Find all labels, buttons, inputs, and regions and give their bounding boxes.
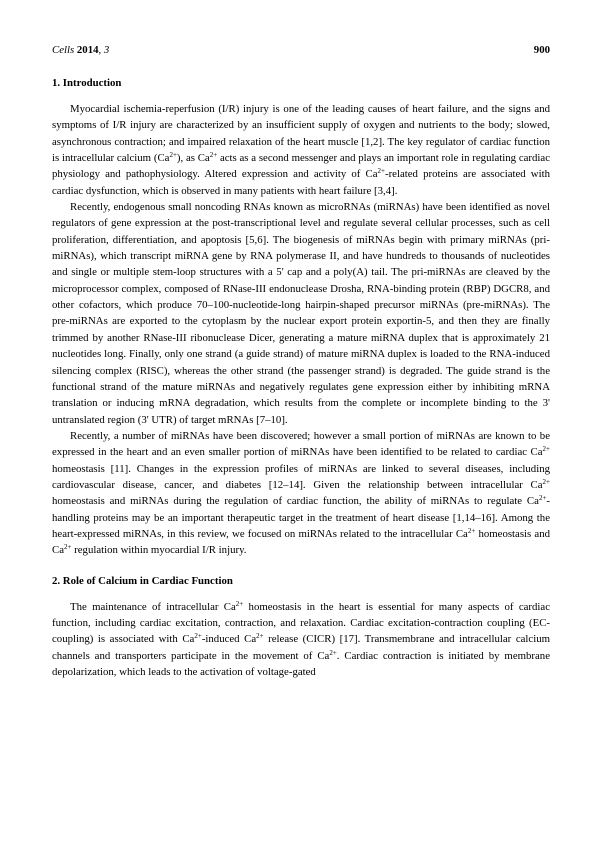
paragraph: The maintenance of intracellular $Ca^{2+}$ homeostasis in the heart is essential for many aspects of cardiac function, including cardiac excitation, contraction, and relaxation. Cardiac excitation-contraction coupling (EC-coupling) is associated with $Ca^{2+}$-induced $Ca^{2+}$ release (CICR) [17]. Transmembrane and intracellular calcium channels and transporters participate in the movement of $Ca^{2+}$. Cardiac contraction is initiated by membrane depolarization, which leads to the activation of voltage-gated <box>52 599 551 678</box>
section-heading-calcium: 2. Role of Calcium in Cardiac Function <box>52 574 233 587</box>
running-header <box>52 44 550 57</box>
superscript: 2+ <box>209 151 218 160</box>
paragraph: Myocardial ischemia-reperfusion (I/R) injury is one of the leading causes of heart failure, and the signs and symptoms of I/R injury are characterized by an insufficient supply of oxygen and nutrients to the body; slowed, asynchronous contraction; and impaired relaxation of the heart muscle [1,2]. The key regulator of cardiac function is intracellular calcium $(Ca^{2+})$, as $Ca^{2+}$ acts as a second messenger and plays an important role in regulating cardiac physiology and pathophysiology. Altered expression and activity of $Ca^{2+}$-related proteins are associated with cardiac dysfunction, which is observed in many patients with heart failure [3,4]. <box>52 103 551 197</box>
journal-name: Cells <box>52 44 75 56</box>
superscript: 2+ <box>235 599 244 608</box>
superscript: 2+ <box>329 648 337 657</box>
paper-page <box>52 44 550 680</box>
superscript: 2+ <box>194 632 202 641</box>
superscript: 2+ <box>256 632 264 641</box>
journal-citation <box>52 44 109 57</box>
page-number: 900 <box>533 44 550 56</box>
paragraph: Recently, a number of miRNAs have been discovered; however a small portion of miRNAs are known to be expressed in the heart and an even smaller portion of miRNAs have been identified to be related to cardiac $Ca^{2+}$ homeostasis [11]. Changes in the expression profiles of miRNAs are linked to several diseases, including cardiovascular disease, cancer, and diabetes [12–14]. Given the relationship between intracellular $Ca^{2+}$ homeostasis and miRNAs during the regulation of cardiac function, the ability of miRNAs to regulate $Ca^{2+}$-handling proteins may be an important therapeutic target in the treatment of heart disease [1,14–16]. Among the heart-expressed miRNAs, in this review, we focused on miRNAs related to the intracellular $Ca^{2+}$ homeostasis and $Ca^{2+}$ regulation within myocardial I/R injury. <box>52 429 551 557</box>
superscript: 2+ <box>542 445 550 454</box>
section-heading-introduction: 1. Introduction <box>52 77 122 89</box>
journal-volume: , 3 <box>98 44 110 56</box>
journal-year: 2014 <box>76 44 99 56</box>
superscript: 2+ <box>467 526 476 535</box>
superscript: 2+ <box>542 477 550 486</box>
superscript: 2+ <box>377 167 385 176</box>
paragraph: Recently, endogenous small noncoding RNAs known as microRNAs (miRNAs) have been identified as novel regulators of gene expression at the post-transcriptional level and regulate several cellular processes, such as cell proliferation, differentiation, and apoptosis [5,6]. The biogenesis of miRNAs begin with primary miRNAs (pri-miRNAs), which transcript miRNA gene by RNA polymerase II, and have hundreds to thousands of nucleotides and single or multiple stem-loop structures with a 5' cap and a poly(A) tail. The pri-miRNAs are cleaved by the microprocessor complex, composed of RNase-III endonuclease Drosha, RNA-binding protein (RBP) DGCR8, and other cofactors, which produce 70–100-nucleotide-long hairpin-shaped precursor miRNAs (pre-miRNAs). The pre-miRNAs are exported to the cytoplasm by the nuclear export protein exportin-5, and then they are finally trimmed by another RNase-III ribonuclease Dicer, generating a mature miRNA duplex that is approximately 21 nucleotides long. Finally, only one strand (a guide strand) of mature miRNA duplex is loaded to the RNA-induced silencing complex (RISC), whereas the other strand (the passenger strand) is degraded. The guide strand is the functional strand of the mature miRNAs and negatively regulates gene expression either by inhibiting mRNA translation or inducing mRNA degradation, which results from the complete or incomplete binding to the 3' untranslated region (3' UTR) of target mRNAs [7–10]. <box>52 201 550 426</box>
superscript: 2+ <box>64 543 72 552</box>
superscript: 2+ <box>538 494 547 503</box>
superscript: 2+ <box>169 151 177 160</box>
